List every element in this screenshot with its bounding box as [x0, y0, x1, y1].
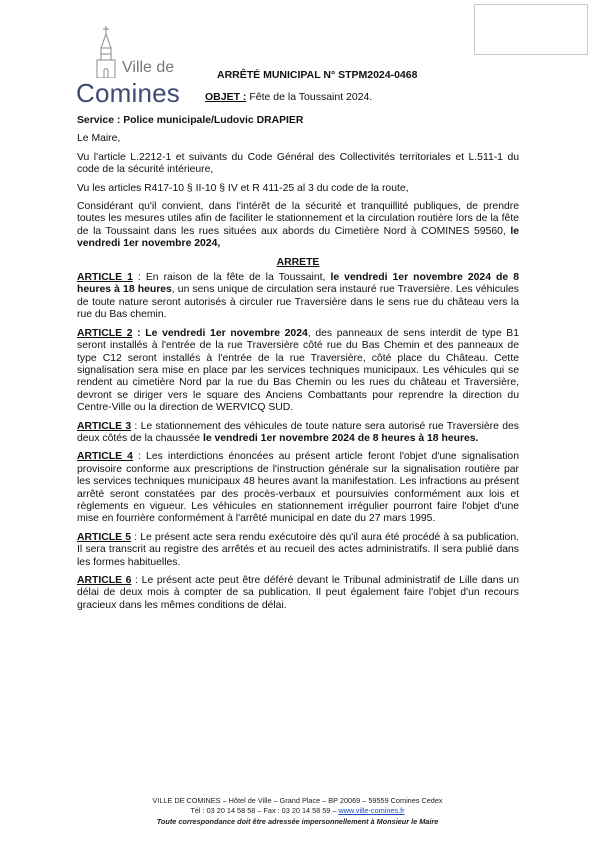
article-1-date: le vendredi 1er novembre 2024 de 8 heures à 18 heures [77, 272, 519, 296]
article-4-label: ARTICLE 4 [77, 451, 133, 463]
article-4 [77, 451, 519, 525]
vu-paragraph-1: Vu l'article L.2212-1 et suivants du Code Général des Collectivités territoriales et L.511-1 du code de la sécurité intérieure, [77, 151, 519, 176]
footer-website-link[interactable]: www.ville-comines.fr [338, 806, 405, 816]
article-3-label: ARTICLE 3 [77, 420, 132, 432]
article-2-text: , des panneaux de sens interdit de type B1 seront installés à l'entrée de la rue Traversière côté rue du Bas Chemin et des panneaux de type C12 seront installés à l'entrée de la rue Traversière, côté place du Château. Cette signalisation sera mise en place par les services techniques municipaux. Les véhicules qui se rendent au cimetière Nord par la rue du Bas Chemin ou les rues du château et Traversière, devront se diriger vers le square des Anciens Combattants pour reprendre la direction du Centre-Ville ou la direction de WERVICQ SUD. [77, 327, 519, 414]
footer [0, 796, 595, 827]
article-4-text: : Les interdictions énoncées au présent article feront l'objet d'une signalisation provisoire conforme aux prescriptions de l'instruction générale sur la signalisation routière par les services techniques municipaux 48 heures avant la manifestation. Les infractions au présent arrêté seront constatées par des procès-verbaux et poursuivies conformément aux lois et règlements en vigueur. Les véhicules en stationnement irrégulier pourront faire l'objet d'une mise en fourrière conformément à l'arrêté municipal en date du 27 mars 1995. [77, 451, 519, 525]
article-2 [77, 328, 519, 415]
considerant-date: le vendredi 1er novembre 2024, [77, 225, 519, 250]
church-icon [94, 26, 118, 78]
article-2-label: ARTICLE 2 [77, 327, 133, 339]
article-1-text-a: : En raison de la fête de la Toussaint, [132, 272, 331, 284]
vu-paragraph-2: Vu les articles R417-10 § II-10 § IV et R 411-25 al 3 du code de la route, [77, 182, 409, 194]
article-6-label: ARTICLE 6 [77, 575, 132, 586]
article-5-text: : Le présent acte sera rendu exécutoire dès qu'il aura été procédé à sa publication. Il sera transcrit au registre des arrêtés et au recueil des actes administratifs. Il sera publié dans les formes habituelles. [77, 531, 519, 568]
logo-comines-text: Comines [76, 78, 180, 108]
service-line: Service : Police municipale/Ludovic DRAPIER [77, 115, 304, 126]
article-5-label: ARTICLE 5 [77, 531, 131, 543]
considerant-paragraph [77, 201, 519, 251]
article-1-label: ARTICLE 1 [77, 272, 133, 284]
objet-label: OBJET : [205, 91, 247, 103]
logo-ville-text: Ville de [122, 59, 175, 76]
salutation: Le Maire, [77, 133, 121, 145]
considerant-text: Considérant qu'il convient, dans l'intérêt de la sécurité et tranquillité publiques, de prendre toutes les mesures utiles afin de faciliter le stationnement et la circulation routière lors de la fête de la Toussaint dans les rues situées aux abords du Cimetière Nord à COMINES 59560, [77, 201, 519, 237]
article-6 [77, 575, 519, 612]
article-3 [77, 421, 519, 446]
document-body [77, 115, 519, 618]
article-5 [77, 532, 519, 569]
page-title: ARRÊTÉ MUNICIPAL N° STPM2024-0468 [217, 69, 418, 81]
footer-notice: Toute correspondance doit être adressée impersonnellement à Monsieur le Maire [156, 816, 439, 826]
footer-address: VILLE DE COMINES – Hôtel de Ville – Grand Place – BP 20069 – 59559 Comines Cedex [152, 796, 443, 805]
article-3-date: le vendredi 1er novembre 2024 de 8 heures à 18 heures. [202, 432, 479, 444]
article-1-text-b: , un sens unique de circulation sera instauré rue Traversière. Les véhicules de toute nature seront autorisés à circuler rue Traversière dans le sens rue du château vers la rue du Bas chemin. [77, 284, 519, 321]
footer-phone-fax: Tél : 03 20 14 58 58 – Fax : 03 20 14 58 59 – [190, 806, 339, 816]
city-logo [72, 26, 196, 110]
footer-contact [0, 806, 595, 816]
objet-text: Fête de la Toussaint 2024. [246, 91, 373, 103]
article-2-date: : Le vendredi 1er novembre 2024 [132, 327, 308, 339]
article-6-text: : Le présent acte peut être déféré devant le Tribunal administratif de Lille dans un délai de deux mois à compter de sa publication. Il peut également faire l'objet d'un recours gracieux dans les mêmes conditions de délai. [77, 575, 519, 611]
article-1 [77, 272, 519, 322]
stamp-box [474, 4, 588, 55]
objet-line [205, 91, 372, 103]
article-3-text: : Le stationnement des véhicules de toute nature sera autorisé rue Traversière des deux côtés de la chaussée [77, 420, 519, 444]
arrete-heading: ARRETE [276, 256, 320, 268]
